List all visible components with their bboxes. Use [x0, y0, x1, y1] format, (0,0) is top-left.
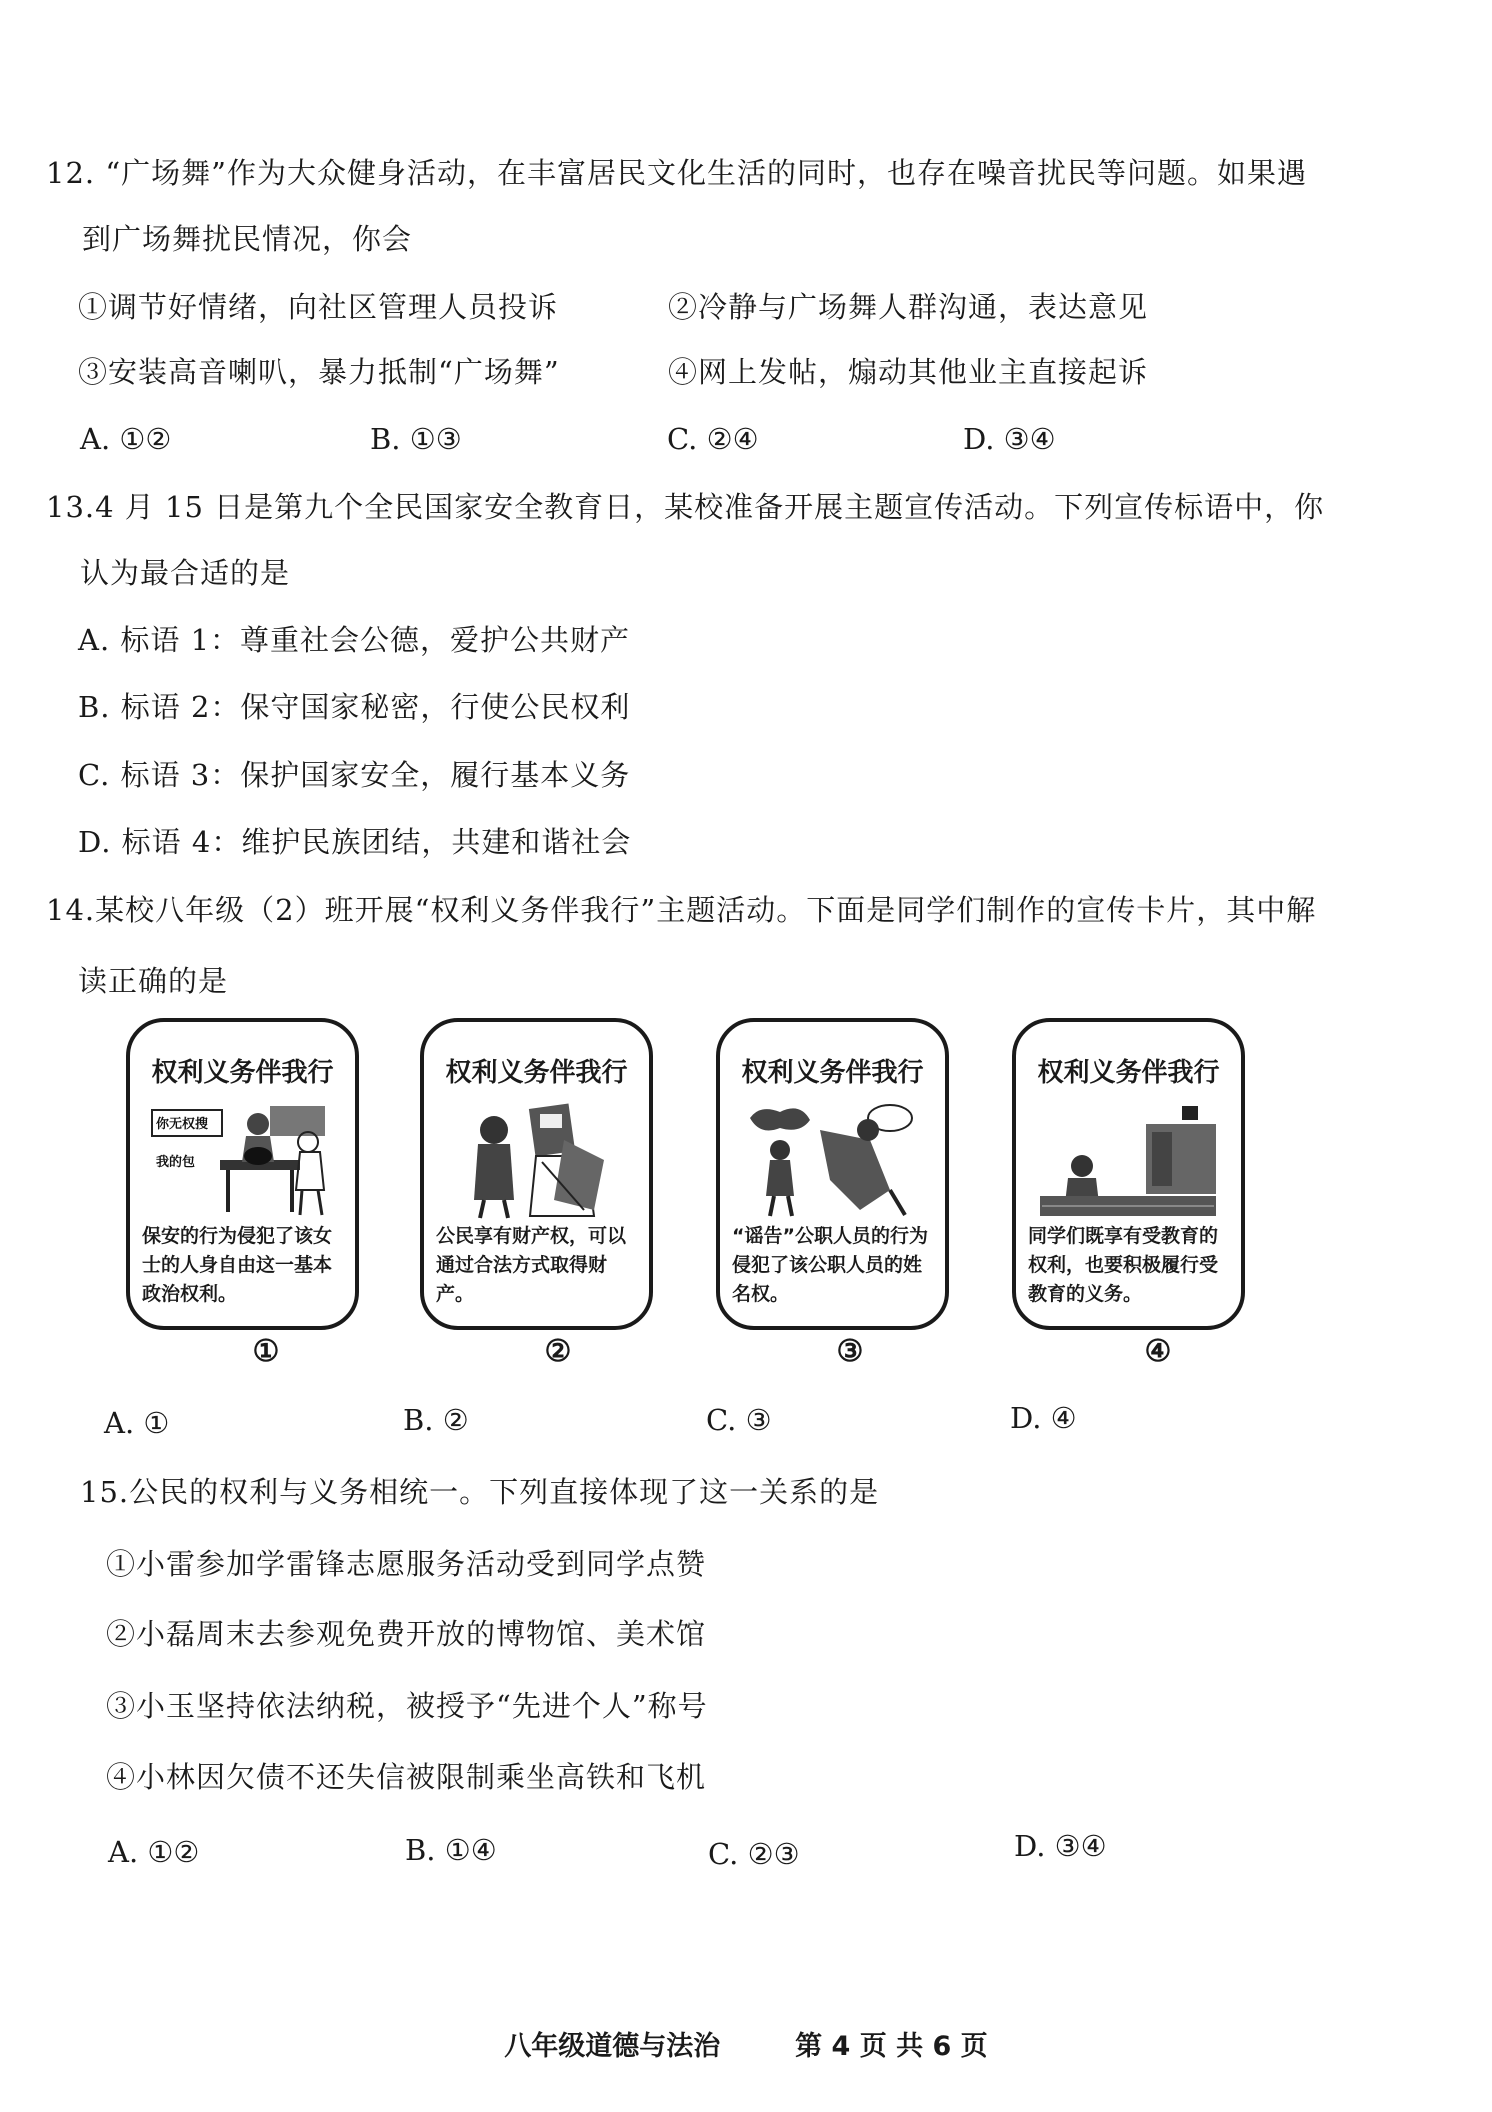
- q14-card-1-number: ①: [252, 1334, 280, 1369]
- q14-option-d: D. ④: [1010, 1401, 1077, 1435]
- q12-option-d: D. ③④: [963, 422, 1056, 456]
- card-title: 权利义务伴我行: [1037, 1058, 1220, 1088]
- q15-statement-1: ①小雷参加学雷锋志愿服务活动受到同学点赞: [106, 1547, 707, 1581]
- q14-option-c: C. ③: [706, 1403, 772, 1437]
- card-title: 权利义务伴我行: [151, 1058, 334, 1088]
- q15-option-d: D. ③④: [1014, 1829, 1107, 1863]
- q12-statement-3: ③安装高音喇叭，暴力抵制“广场舞”: [78, 355, 560, 389]
- card1-bubble-2: 我的包: [156, 1155, 196, 1170]
- footer-page-number: 第 4 页 共 6 页: [795, 2031, 988, 2062]
- q12-option-b: B. ①③: [370, 422, 462, 456]
- q12-stem-line1: 12. “广场舞”作为大众健身活动，在丰富居民文化生活的同时，也存在噪音扰民等问题。如果遇: [46, 156, 1307, 190]
- q12-statement-4: ④网上发帖，煽动其他业主直接起诉: [668, 355, 1149, 389]
- q15-option-c: C. ②③: [708, 1837, 800, 1871]
- q12-option-a: A. ①②: [80, 422, 172, 456]
- q15-statement-2: ②小磊周末去参观免费开放的博物馆、美术馆: [106, 1617, 707, 1651]
- q14-card-4-number: ④: [1144, 1334, 1172, 1369]
- card4-illustration: [1036, 1100, 1221, 1220]
- card3-illustration: [740, 1100, 925, 1220]
- q15-statement-3: ③小玉坚持依法纳税，被授予“先进个人”称号: [106, 1689, 708, 1723]
- card-title: 权利义务伴我行: [445, 1058, 628, 1088]
- q15-option-b: B. ①④: [405, 1833, 497, 1867]
- q13-option-a: A. 标语 1：尊重社会公德，爱护公共财产: [78, 623, 631, 657]
- q14-card-3: [716, 1018, 949, 1330]
- card1-bubble-1: 你无权搜: [156, 1117, 209, 1132]
- q12-statement-2: ②冷静与广场舞人群沟通，表达意见: [668, 290, 1149, 324]
- footer-subject: 八年级道德与法治: [504, 2031, 721, 2062]
- q14-stem-line2: 读正确的是: [78, 964, 229, 998]
- q14-option-a: A. ①: [104, 1406, 170, 1440]
- card-title: 权利义务伴我行: [741, 1058, 924, 1088]
- q14-option-b: B. ②: [403, 1403, 469, 1437]
- q12-stem-line2: 到广场舞扰民情况，你会: [82, 222, 413, 256]
- q13-option-d: D. 标语 4：维护民族团结，共建和谐社会: [78, 825, 632, 859]
- q14-card-1: [126, 1018, 359, 1330]
- card-caption: 保安的行为侵犯了该女士的人身自由这一基本政治权利。: [142, 1225, 333, 1305]
- q14-stem-line1: 14.某校八年级（2）班开展“权利义务伴我行”主题活动。下面是同学们制作的宣传卡片，其中解: [46, 893, 1317, 927]
- card-caption: 公民享有财产权，可以通过合法方式取得财产。: [436, 1225, 627, 1305]
- q14-card-2: [420, 1018, 653, 1330]
- q13-stem-line2: 认为最合适的是: [80, 556, 291, 590]
- q13-option-b: B. 标语 2：保守国家秘密，行使公民权利: [78, 690, 631, 724]
- card-caption: “谣告”公职人员的行为侵犯了该公职人员的姓名权。: [732, 1225, 928, 1305]
- page-footer: [0, 2028, 1492, 2066]
- q15-option-a: A. ①②: [108, 1835, 200, 1869]
- q15-statement-4: ④小林因欠债不还失信被限制乘坐高铁和飞机: [106, 1760, 707, 1794]
- q13-option-c: C. 标语 3：保护国家安全，履行基本义务: [78, 758, 631, 792]
- q14-card-3-number: ③: [836, 1334, 864, 1369]
- card-caption: 同学们既享有受教育的权利，也要积极履行受教育的义务。: [1028, 1225, 1219, 1305]
- q15-stem: 15.公民的权利与义务相统一。下列直接体现了这一关系的是: [80, 1475, 880, 1509]
- q12-statement-1: ①调节好情绪，向社区管理人员投诉: [78, 290, 559, 324]
- q12-option-c: C. ②④: [667, 422, 759, 456]
- q13-stem-line1: 13.4 月 15 日是第九个全民国家安全教育日，某校准备开展主题宣传活动。下列宣传标语中，你: [46, 490, 1325, 524]
- card2-illustration: [444, 1100, 629, 1220]
- q14-card-4: [1012, 1018, 1245, 1330]
- card1-illustration: [150, 1100, 335, 1220]
- q14-card-2-number: ②: [544, 1334, 572, 1369]
